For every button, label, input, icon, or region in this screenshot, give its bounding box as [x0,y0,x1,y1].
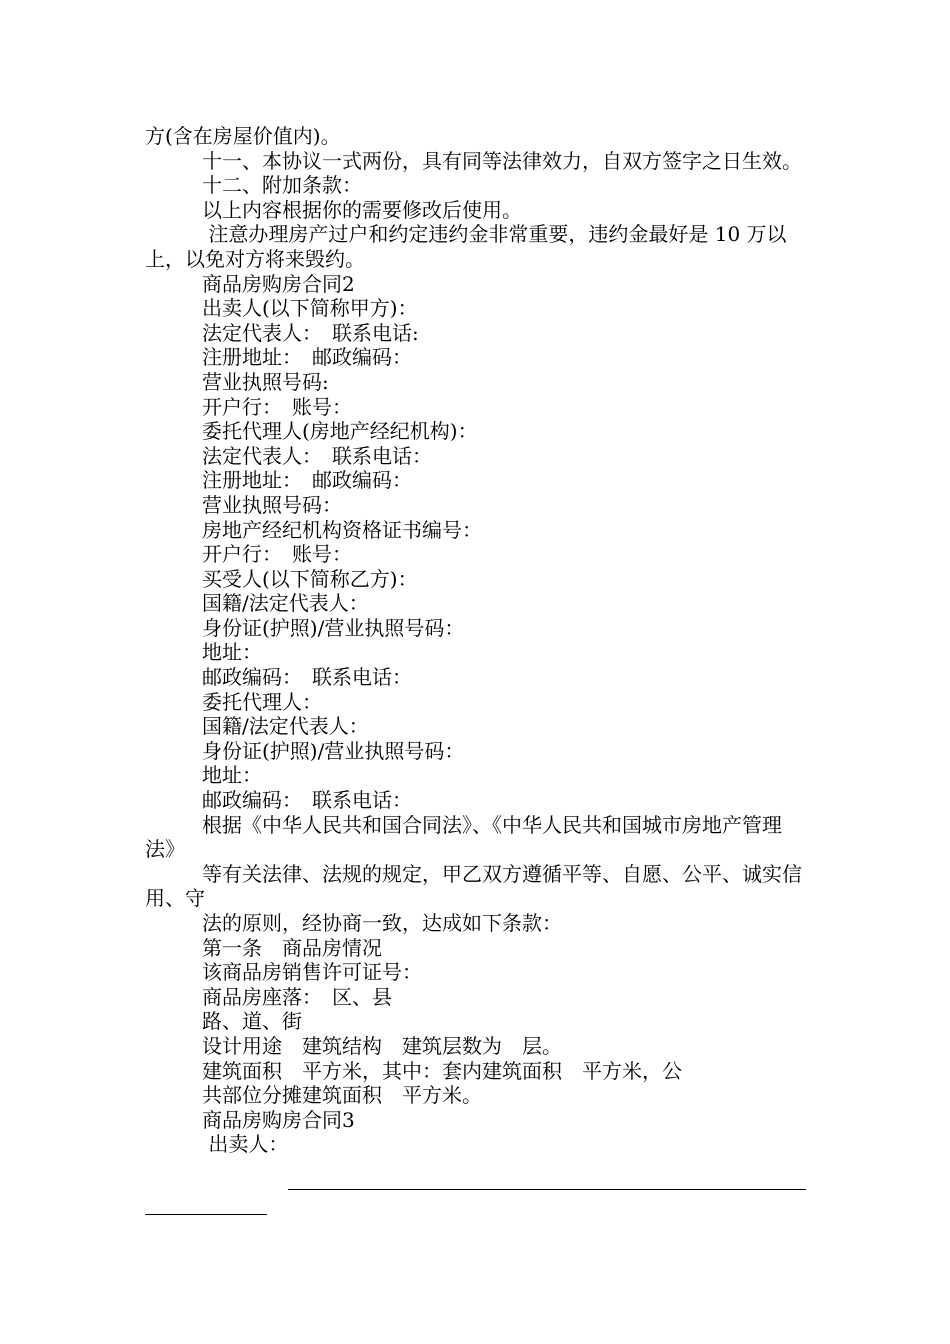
document-paragraph: 身份证(护照)/营业执照号码： [202,738,465,763]
document-paragraph: 开户行： 账号： [202,542,352,567]
document-paragraph: 注意办理房产过户和约定违约金非常重要，违约金最好是 10 万以上，以免对方将来毁约。 [145,222,787,271]
document-paragraph: 身份证(护照)/营业执照号码： [202,615,465,640]
document-paragraph: 路、道、街 [202,1009,302,1034]
document-paragraph: 商品房座落： 区、县 [202,984,392,1009]
document-paragraph: 该商品房销售许可证号： [202,960,422,985]
document-paragraph: 邮政编码： 联系电话： [202,788,412,813]
document-paragraph: 地址： [202,763,262,788]
document-paragraph: 十一、本协议一式两份，具有同等法律效力，自双方签字之日生效。 [202,148,802,173]
document-paragraph: 第一条 商品房情况 [202,935,382,960]
document-paragraph: 商品房购房合同3 [202,1107,355,1132]
document-paragraph: 方(含在房屋价值内)。 [145,124,341,148]
document-paragraph: 委托代理人(房地产经纪机构)： [202,419,478,444]
document-paragraph: 法的原则，经协商一致，达成如下条款： [202,911,562,935]
document-paragraph: 共部位分摊建筑面积 平方米。 [202,1083,482,1108]
document-paragraph: 买受人(以下简称乙方)： [202,566,418,591]
document-paragraph: 国籍/法定代表人： [202,714,369,739]
document-paragraph: 建筑面积 平方米，其中：套内建筑面积 平方米，公 [202,1058,682,1083]
document-paragraph: 注册地址： 邮政编码： [202,345,412,370]
document-paragraph: 房地产经纪机构资格证书编号： [202,517,482,542]
document-paragraph: 根据《中华人民共和国合同法》、《中华人民共和国城市房地产管理法》 [145,812,782,862]
document-paragraph: 出卖人(以下简称甲方)： [202,296,418,321]
document-paragraph: 国籍/法定代表人： [202,591,369,616]
document-paragraph: 设计用途 建筑结构 建筑层数为 层。 [202,1033,562,1058]
document-paragraph: 注册地址： 邮政编码： [202,468,412,493]
document-paragraph: 法定代表人： 联系电话： [202,443,432,468]
document-paragraph: 营业执照号码： [202,492,342,517]
document-paragraph: 法定代表人： 联系电话: [202,320,419,345]
document-paragraph: 出卖人： [202,1132,289,1157]
document-paragraph: 委托代理人： [202,689,322,714]
document-paragraph: 十二、附加条款： [202,173,362,198]
document-body [145,124,810,1157]
seller-signature-line [288,1189,806,1190]
document-paragraph: 开户行： 账号： [202,394,352,419]
document-paragraph: 邮政编码： 联系电话： [202,665,412,690]
document-paragraph: 商品房购房合同2 [202,271,355,296]
document-paragraph: 营业执照号码: [202,369,329,394]
seller-signature-line-continued [145,1214,267,1215]
document-paragraph: 等有关法律、法规的规定，甲乙双方遵循平等、自愿、公平、诚实信用、守 [145,861,802,911]
document-paragraph: 以上内容根据你的需要修改后使用。 [202,197,522,222]
document-paragraph: 地址： [202,640,262,665]
